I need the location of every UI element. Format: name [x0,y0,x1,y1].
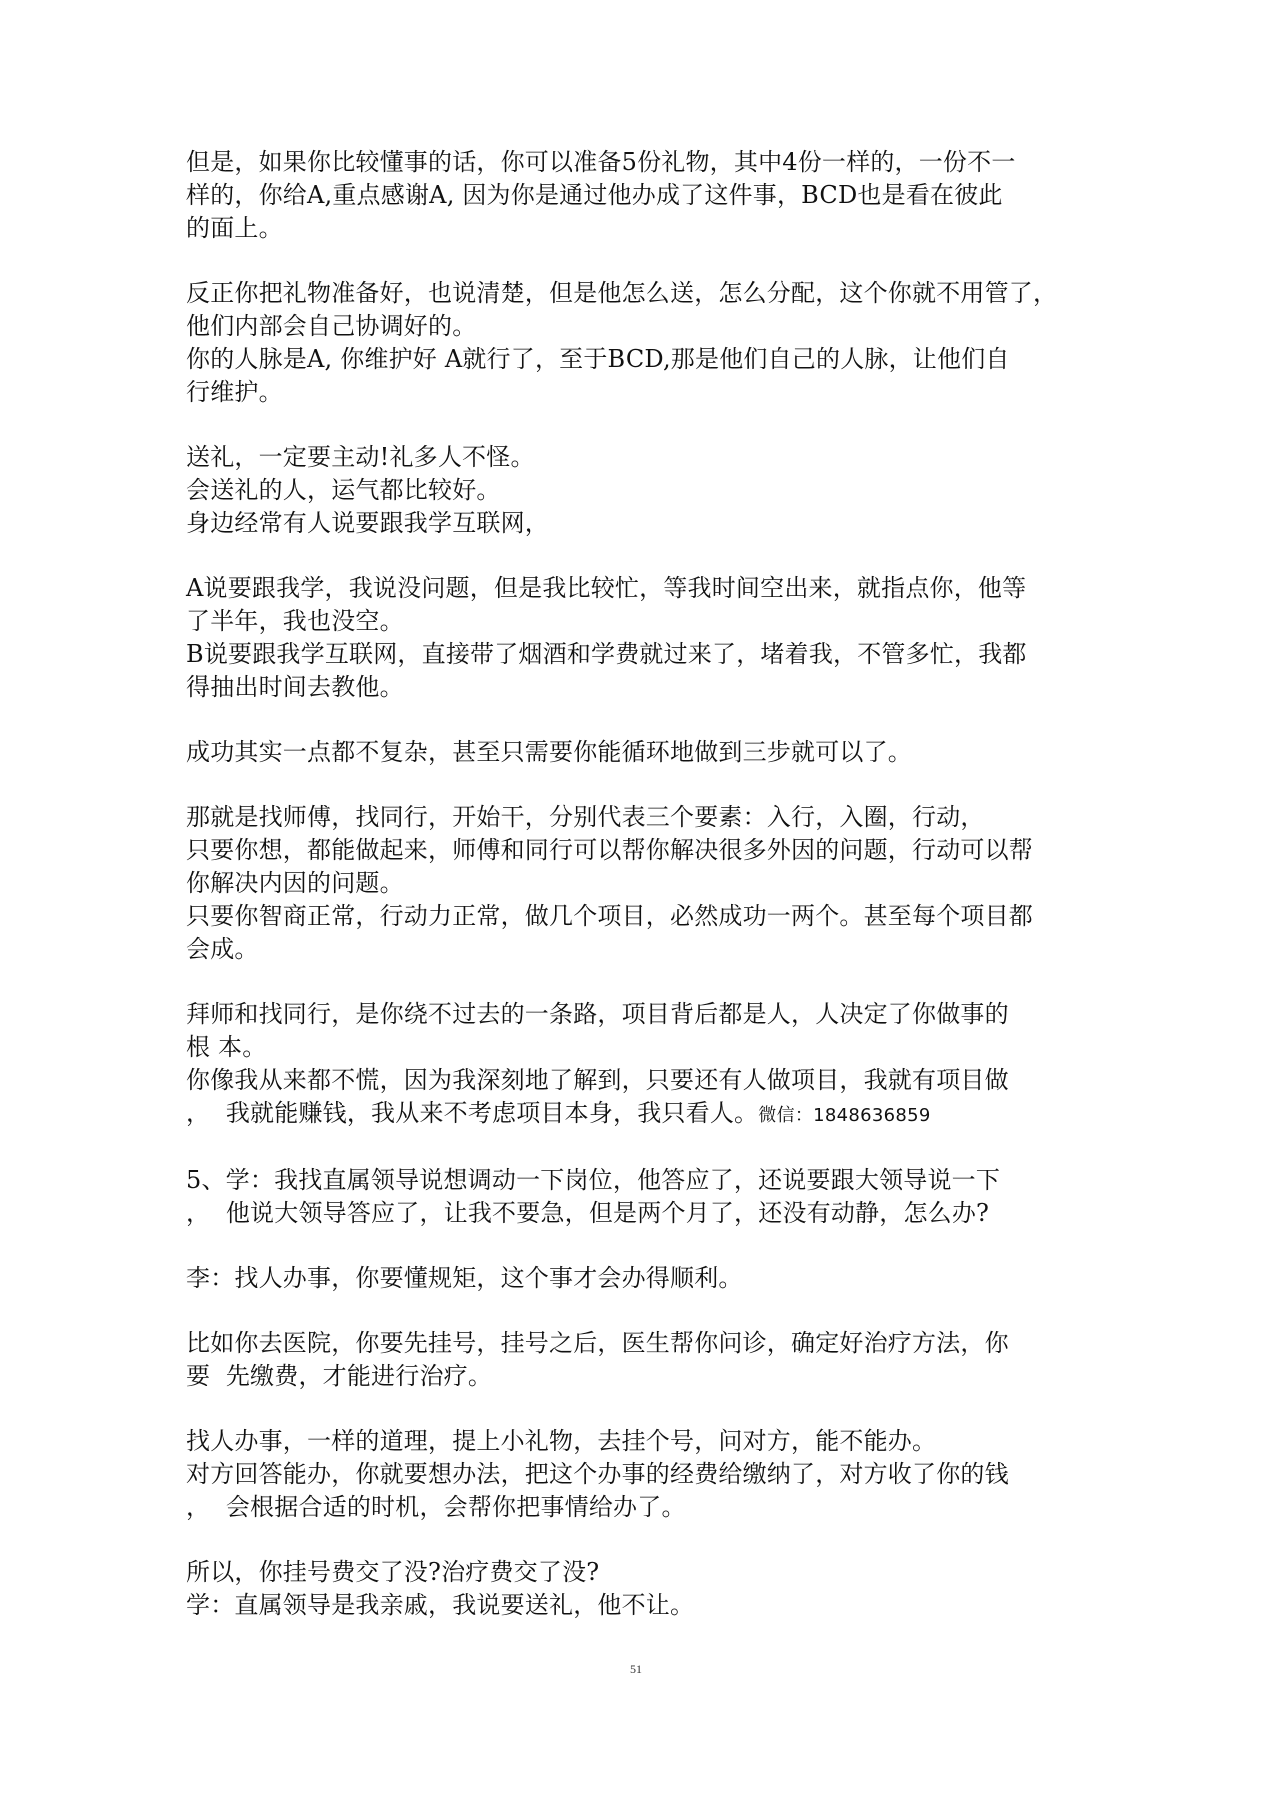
text-line: 了半年，我也没空。 [186,607,404,635]
text-line: 得抽出时间去教他。 [186,673,404,701]
text-line: B说要跟我学互联网，直接带了烟酒和学费就过来了，堵着我，不管多忙，我都 [186,640,1027,668]
paragraph-question-5 [186,1164,1070,1230]
text-line: 行维护。 [186,378,283,406]
text-line: 送礼，一定要主动!礼多人不怪。 [186,443,535,471]
text-line: 但是，如果你比较懂事的话，你可以准备5份礼物，其中4份一样的，一份不一 [186,148,1016,176]
text-line: 对方回答能办，你就要想办法，把这个办事的经费给缴纳了，对方收了你的钱 [186,1460,1009,1488]
text-line: 只要你智商正常，行动力正常，做几个项目，必然成功一两个。甚至每个项目都 [186,902,1033,930]
text-line: ， 会根据合适的时机，会帮你把事情给办了。 [186,1493,686,1521]
text-line: 要 先缴费，才能进行治疗。 [186,1362,493,1390]
paragraph-same-principle [186,1425,1070,1524]
text-line: 的面上。 [186,214,283,242]
text-line: 学：直属领导是我亲戚，我说要送礼，他不让。 [186,1591,695,1619]
paragraph-find-mentor [186,998,1070,1132]
page-number: 51 [630,1662,642,1676]
text-line: 会送礼的人，运气都比较好。 [186,476,501,504]
paragraph-gift-distribution [186,277,1070,409]
text-line: 反正你把礼物准备好，也说清楚，但是他怎么送，怎么分配，这个你就不用管了， [186,279,1058,307]
paragraph-hospital-analogy [186,1327,1070,1393]
wechat-contact: 微信：1848636859 [758,1105,931,1126]
text-line: A说要跟我学，我说没问题，但是我比较忙，等我时间空出来，就指点你，他等 [186,574,1027,602]
text-line: 你解决内因的问题。 [186,869,404,897]
text-line: 身边经常有人说要跟我学互联网， [186,509,549,537]
text-line: 那就是找师傅，找同行，开始干，分别代表三个要素：入行，入圈，行动， [186,803,985,831]
text-line: 所以，你挂号费交了没?治疗费交了没? [186,1558,600,1586]
text-line: 你像我从来都不慌，因为我深刻地了解到，只要还有人做项目，我就有项目做 [186,1066,1009,1094]
paragraph-gift-preparation [186,146,1070,245]
text-line: 5、学：我找直属领导说想调动一下岗位，他答应了，还说要跟大领导说一下 [186,1166,1001,1194]
text-line: 找人办事，一样的道理，提上小礼物，去挂个号，问对方，能不能办。 [186,1427,937,1455]
text-fragment: ， 我就能赚钱，我从来不考虑项目本身，我只看人。 [186,1099,759,1127]
text-line: ， 他说大领导答应了，让我不要急，但是两个月了，还没有动静，怎么办? [186,1199,990,1227]
text-line: 拜师和找同行，是你绕不过去的一条路，项目背后都是人，人决定了你做事的 [186,1000,1009,1028]
text-line: 你的人脉是A, 你维护好 A就行了，至于BCD,那是他们自己的人脉，让他们自 [186,345,1010,373]
text-line: 他们内部会自己协调好的。 [186,312,477,340]
text-line: 只要你想，都能做起来，师傅和同行可以帮你解决很多外因的问题，行动可以帮 [186,836,1033,864]
text-line: 成功其实一点都不复杂，甚至只需要你能循环地做到三步就可以了。 [186,738,912,766]
text-line: 根 本。 [186,1033,267,1061]
paragraph-answer-rules [186,1262,1070,1295]
text-line: 样的，你给A,重点感谢A, 因为你是通过他办成了这件事，BCD也是看在彼此 [186,181,1003,209]
paragraph-be-proactive [186,441,1070,540]
paragraph-a-and-b-example [186,572,1070,704]
paragraph-three-steps [186,801,1070,966]
body-text [186,146,1070,1654]
paragraph-success-summary [186,736,1070,769]
text-line-with-contact [186,1097,1070,1132]
text-line: 李：找人办事，你要懂规矩，这个事才会办得顺利。 [186,1264,743,1292]
text-line: 比如你去医院，你要先挂号，挂号之后，医生帮你问诊，确定好治疗方法，你 [186,1329,1009,1357]
text-line: 会成。 [186,935,259,963]
paragraph-conclusion [186,1556,1070,1622]
